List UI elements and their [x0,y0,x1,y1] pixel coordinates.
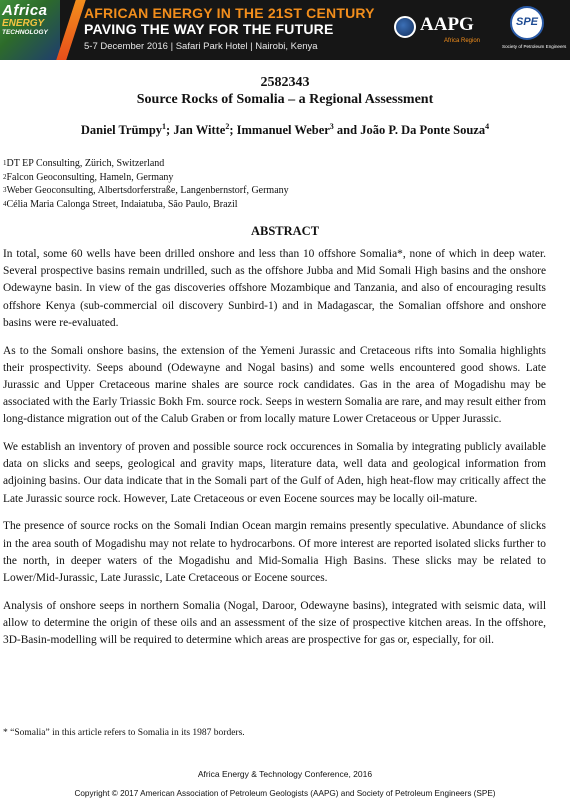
affiliations [3,157,289,211]
abstract-paragraph: Analysis of onshore seeps in northern Somalia (Nogal, Daroor, Odewayne basins), integrated with seismic data, will allow to determine the origin of these oils and an assessment of the size of prospective kitchen areas. In the offshore, 3D-Basin-modelling will be required to determine which areas are prospective for gas or, especially, for oil. [3,599,546,647]
aapg-logo: AAPG Africa Region [394,12,489,48]
affiliation: $^1$DT EP Consulting, Zürich, Switzerland [3,158,165,169]
abstract-paragraph: In total, some 60 wells have been drilled onshore and less than 10 offshore Somalia*, none of which in deep water. Several prospective basins remain undrilled, such as the offshore Jubba and Mid Somali High basins and the onshore Odewayne basin. In view of the gas discoveries offshore Mozambique and Tanzania, and also of encouraging results offshore Kenya (sub-commercial oil discovery Sunbird-1) and in Madagascar, the Somalian offshore and onshore basins were re-evaluated. [3,248,546,329]
affiliation: $^2$Falcon Geoconsulting, Hameln, Germany [3,171,174,183]
author-name: Daniel Trümpy [80,123,163,137]
spe-logo: SPE Society of Petroleum Engineers [502,6,564,56]
author-affil-mark: 2 [225,122,230,131]
author-name: Immanuel Weber [236,123,330,137]
author-affil-mark: 4 [485,122,490,131]
affiliation: $^4$Célia Maria Calonga Street, Indaiatuba, São Paulo, Brazil [3,198,238,210]
author-affil-mark: 1 [162,122,167,131]
author-list: Daniel Trümpy$^1$; Jan Witte$^2$; Immanuel Weber$^3$ and João P. Da Ponte Souza$^4$ [80,122,490,137]
banner-event-info: 5-7 December 2016 | Safari Park Hotel | Nairobi, Kenya [84,41,318,52]
footer-copyright: Copyright © 2017 American Association of Petroleum Geologists (AAPG) and Society of Petroleum Engineers (SPE) [74,789,496,798]
footer-conference: Africa Energy & Technology Conference, 2016 [197,769,373,779]
abstract-body [3,246,546,660]
conference-banner [0,0,570,60]
paper-number: 2582343 [260,75,310,90]
author-affil-mark: 3 [329,122,334,131]
footnote: * “Somalia” in this article refers to Somalia in its 1987 borders. [3,728,245,738]
affiliation: $^3$Weber Geoconsulting, Albertsdorferstraße, Langenbernstorf, Germany [3,185,289,197]
abstract-heading: ABSTRACT [250,224,320,238]
banner-headline-2: PAVING THE WAY FOR THE FUTURE [84,21,334,37]
abstract-paragraph: The presence of source rocks on the Somali Indian Ocean margin remains presently speculative. Abundance of slicks in the area south of Mogadishu may not relate to hydrocarbons. Of more interest are reported isolated slicks further to the north, in deeper waters of the Mogadishu and Mid-Somalia High Basins. These slicks may be related to Lower/Mid-Jurassic, Late Jurassic, Late Cretaceous or Eocene sources. [3,520,546,584]
abstract-paragraph: As to the Somali onshore basins, the extension of the Yemeni Jurassic and Cretaceous rifts into Somalia highlights their prospectivity. Seeps abound (Odewayne and Nogal basins) and some wells encountered good shows. Late Jurassic and Upper Cretaceous marine shales are source rock candidates. Gas in the area of Mogadishu may be associated with the Early Triassic Bokh Fm. source rock. Seeps in western Somalia are rare, and may result either from long-distance migration out of the Calub Graben or from locally mature Lower Cretaceous or Upper Jurassic. [3,344,546,426]
author-name: João P. Da Ponte Souza [360,123,486,137]
banner-headline-1: AFRICAN ENERGY IN THE 21ST CENTURY [84,5,375,21]
africa-energy-logo: Africa ENERGY TECHNOLOGY [2,2,48,36]
author-name: Jan Witte [173,123,226,137]
globe-icon [394,16,416,38]
paper-title: Source Rocks of Somalia – a Regional Assessment [136,92,434,107]
abstract-paragraph: We establish an inventory of proven and possible source rock occurences in Somalia by integrating publicly available data on slicks and seeps, geological and gravity maps, literature data, well data and geological information from adjoining basins. Our data indicate that in the Somali part of the Gulf of Aden, high heat-flow may critically affect the Late Jurassic source rock. However, Late Cretaceous or even Eocene sources may be locally oil-mature. [3,441,546,505]
